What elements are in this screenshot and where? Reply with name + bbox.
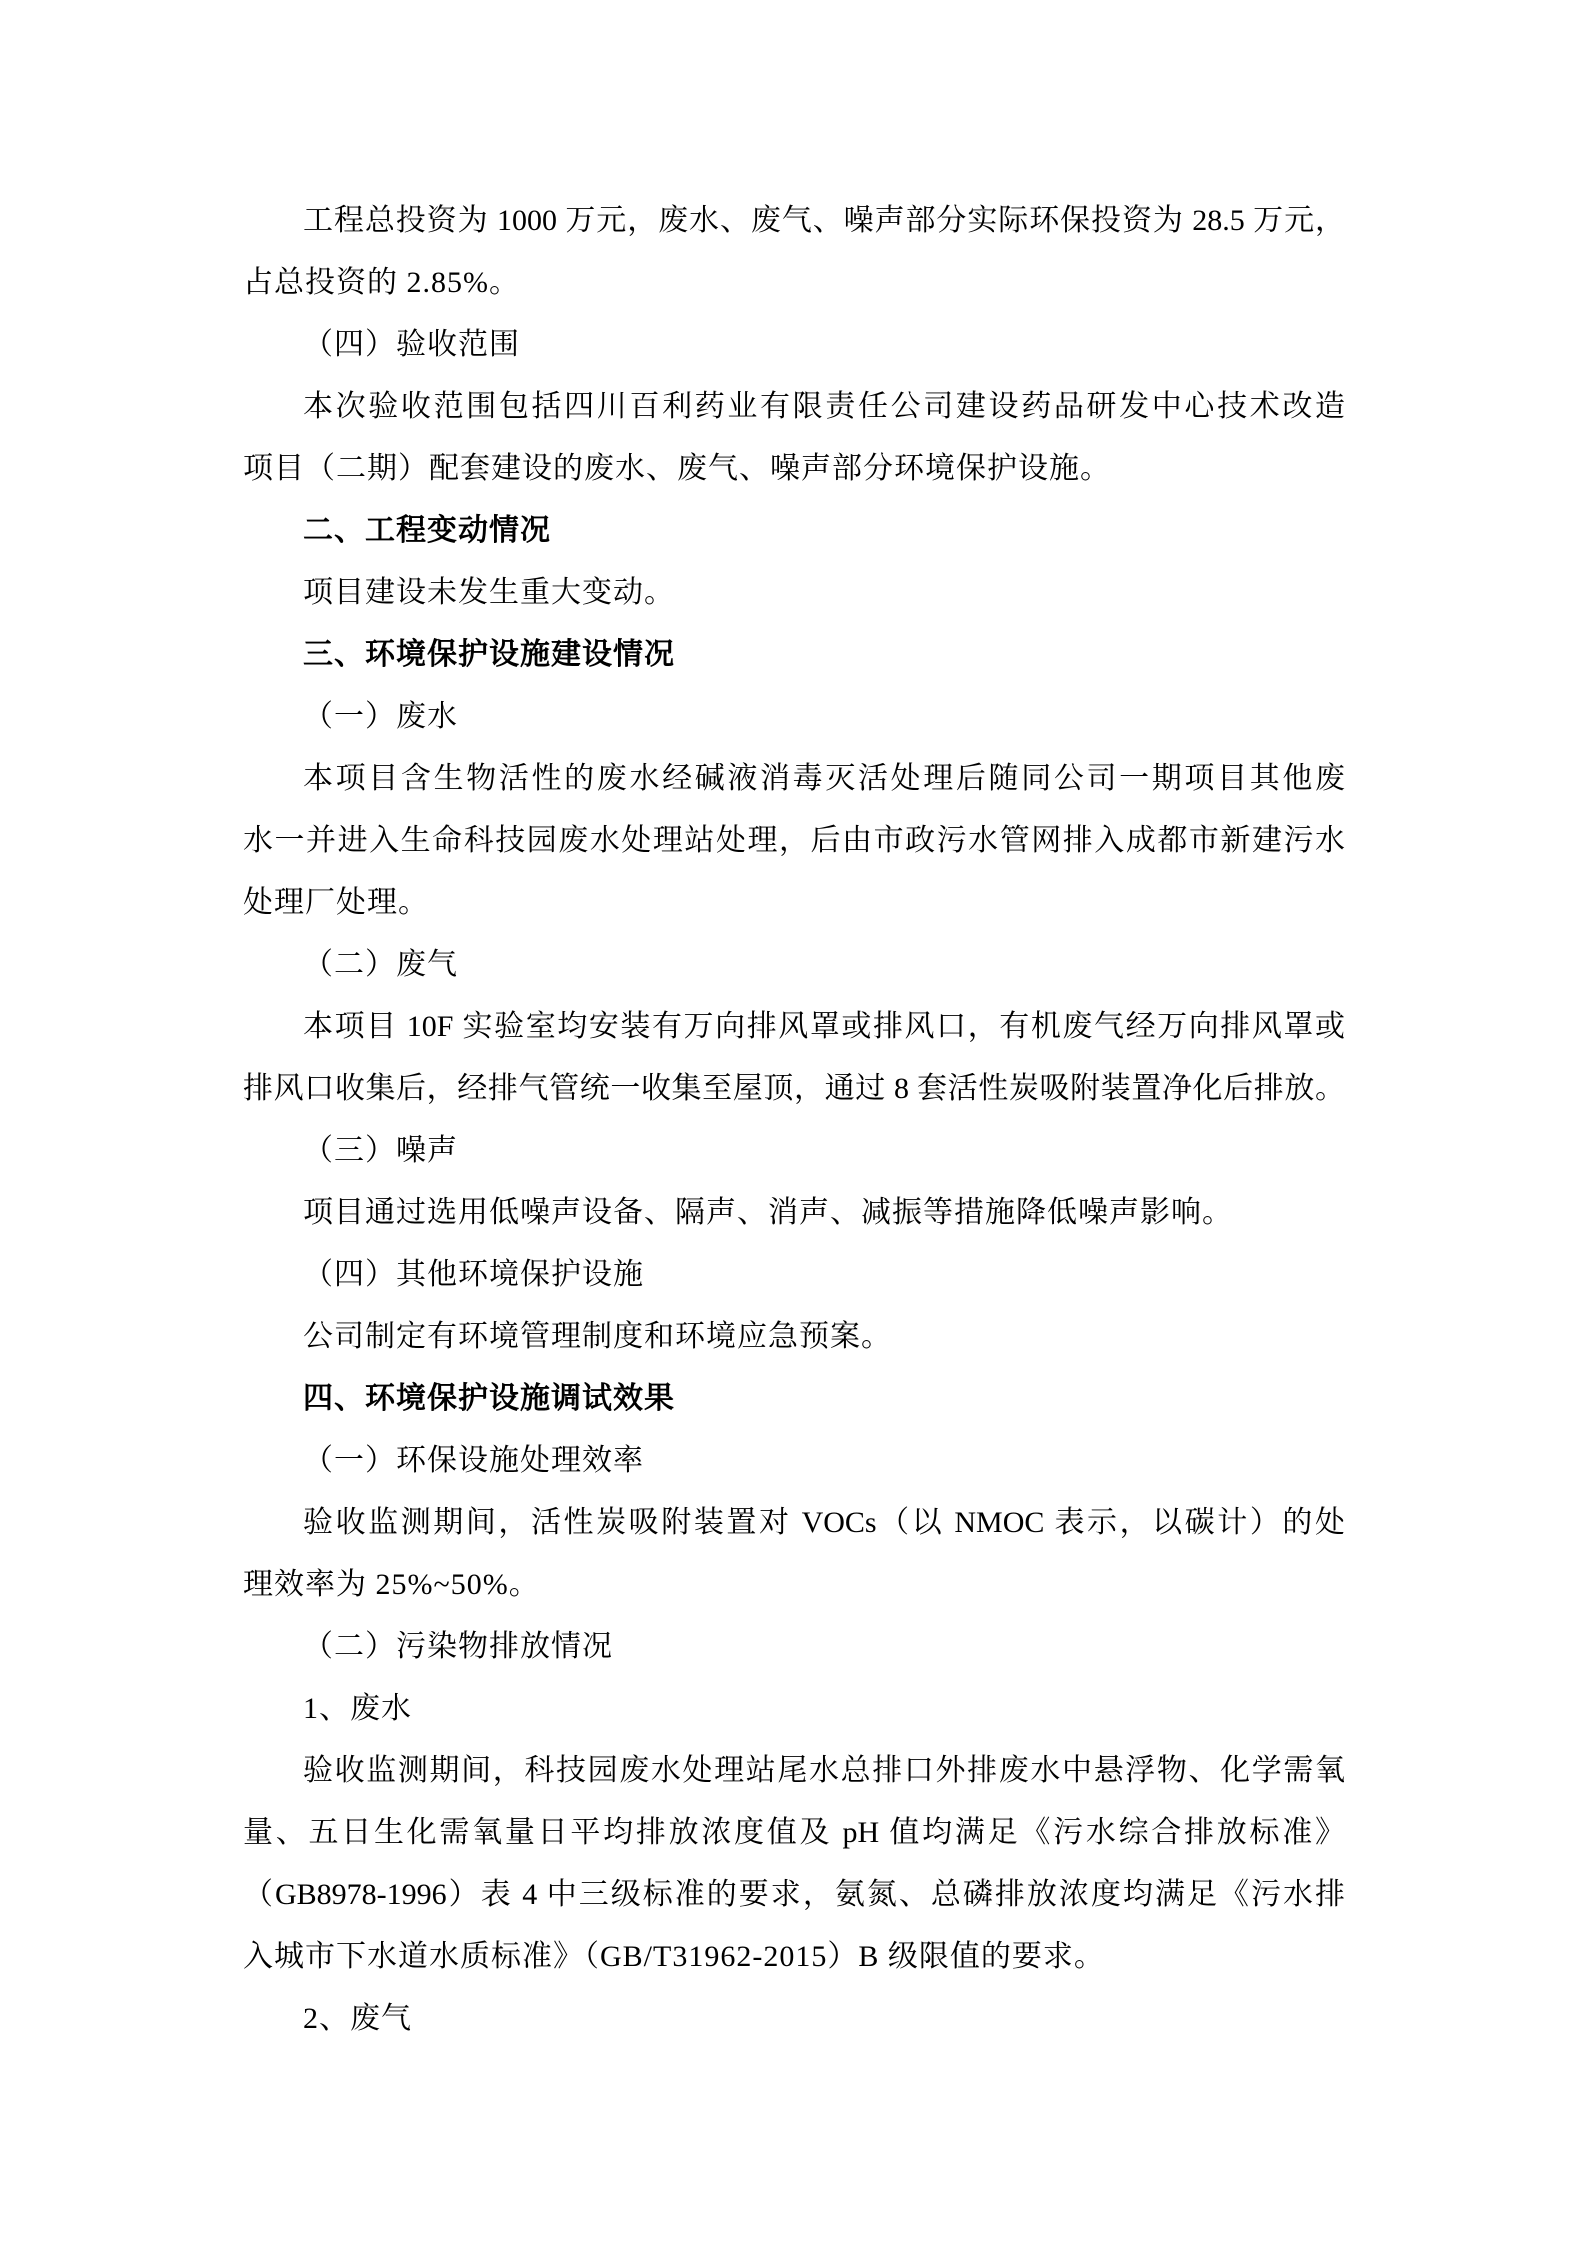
- text-line: （四）验收范围: [303, 328, 520, 361]
- text-line: （三）噪声: [303, 1134, 458, 1167]
- section-heading: 二、工程变动情况: [303, 514, 551, 547]
- text-line: 入城市下水道水质标准》（GB/T31962-2015）B 级限值的要求。: [243, 1940, 1105, 1973]
- text-line: （一）废水: [303, 700, 458, 733]
- text-line: （GB8978-1996）表 4 中三级标准的要求，氨氮、总磷排放浓度均满足《污水排: [243, 1878, 1345, 1911]
- text-line: 处理厂处理。: [243, 886, 429, 919]
- text-line: 验收监测期间，科技园废水处理站尾水总排口外排废水中悬浮物、化学需氧: [303, 1754, 1345, 1787]
- text-line: 占总投资的 2.85%。: [243, 266, 520, 299]
- text-line: （一）环保设施处理效率: [303, 1444, 644, 1477]
- text-line: 水一并进入生命科技园废水处理站处理，后由市政污水管网排入成都市新建污水: [243, 824, 1345, 857]
- text-line: 公司制定有环境管理制度和环境应急预案。: [303, 1320, 892, 1353]
- text-line: 本次验收范围包括四川百利药业有限责任公司建设药品研发中心技术改造: [303, 390, 1345, 423]
- text-line: 理效率为 25%~50%。: [243, 1568, 540, 1601]
- text-line: （四）其他环境保护设施: [303, 1258, 644, 1291]
- text-line: 排风口收集后，经排气管统一收集至屋顶，通过 8 套活性炭吸附装置净化后排放。: [243, 1072, 1345, 1105]
- text-line: 验收监测期间，活性炭吸附装置对 VOCs（以 NMOC 表示，以碳计）的处: [303, 1506, 1345, 1539]
- section-heading: 四、环境保护设施调试效果: [303, 1382, 675, 1415]
- text-line: 量、五日生化需氧量日平均排放浓度值及 pH 值均满足《污水综合排放标准》: [243, 1816, 1345, 1849]
- text-line: 1、废水: [303, 1692, 412, 1725]
- text-line: 项目建设未发生重大变动。: [303, 576, 675, 609]
- text-line: 本项目含生物活性的废水经碱液消毒灭活处理后随同公司一期项目其他废: [303, 762, 1345, 795]
- section-heading: 三、环境保护设施建设情况: [303, 638, 675, 671]
- text-line: （二）废气: [303, 948, 458, 981]
- text-line: 工程总投资为 1000 万元，废水、废气、噪声部分实际环保投资为 28.5 万元，: [303, 204, 1345, 237]
- text-line: （二）污染物排放情况: [303, 1630, 613, 1663]
- text-line: 项目（二期）配套建设的废水、废气、噪声部分环境保护设施。: [243, 452, 1111, 485]
- text-line: 2、废气: [303, 2002, 412, 2035]
- text-line: 本项目 10F 实验室均安装有万向排风罩或排风口，有机废气经万向排风罩或: [303, 1010, 1345, 1043]
- document-body: [243, 190, 1345, 2050]
- text-line: 项目通过选用低噪声设备、隔声、消声、减振等措施降低噪声影响。: [303, 1196, 1233, 1229]
